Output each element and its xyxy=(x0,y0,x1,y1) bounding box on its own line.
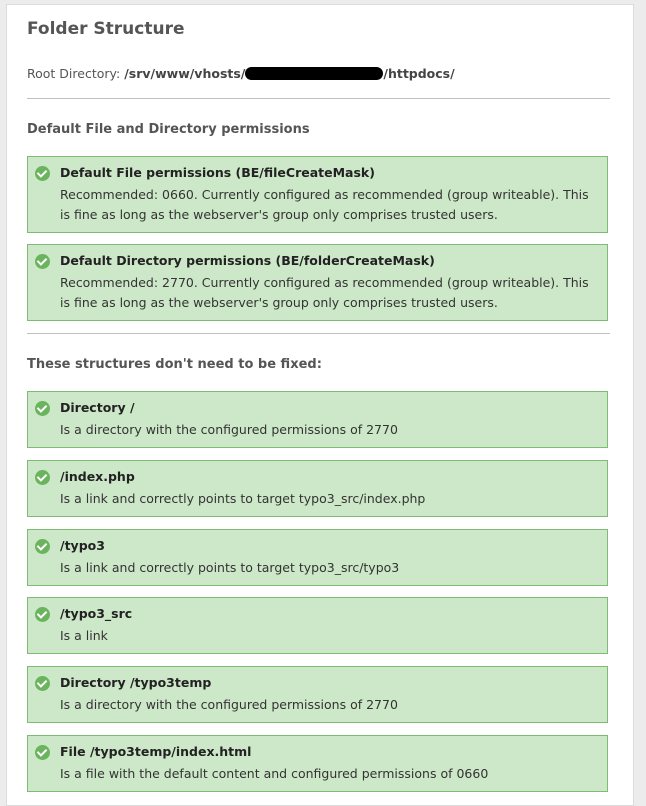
message-title: /index.php xyxy=(60,469,135,484)
status-message-structure xyxy=(27,735,608,792)
check-circle-icon xyxy=(35,676,50,691)
section-heading-fine: These structures don't need to be fixed: xyxy=(27,357,322,372)
status-message-structure xyxy=(27,597,608,654)
message-title: Directory /typo3temp xyxy=(60,675,212,690)
message-title: File /typo3temp/index.html xyxy=(60,744,252,759)
message-body: Recommended: 2770. Currently configured as recommended (group writeable). This is fine as long as the webserver's group only comprises trusted users. xyxy=(60,275,589,310)
message-title: /typo3_src xyxy=(60,606,133,621)
message-body: Is a link and correctly points to target typo3_src/index.php xyxy=(60,491,426,506)
redaction-mark xyxy=(245,67,383,80)
status-message-structure xyxy=(27,391,608,448)
check-circle-icon xyxy=(35,607,50,622)
check-circle-icon xyxy=(35,470,50,485)
message-body: Is a directory with the configured permissions of 2770 xyxy=(60,422,398,437)
message-body: Recommended: 0660. Currently configured as recommended (group writeable). This is fine as long as the webserver's group only comprises trusted users. xyxy=(60,187,589,222)
message-title: Default File permissions (BE/fileCreateMask) xyxy=(60,165,375,180)
divider xyxy=(27,333,610,334)
page-title: Folder Structure xyxy=(27,19,185,39)
root-directory xyxy=(27,66,455,81)
message-body: Is a file with the default content and configured permissions of 0660 xyxy=(60,766,489,781)
status-message-structure xyxy=(27,460,608,517)
message-title: Default Directory permissions (BE/folderCreateMask) xyxy=(60,253,435,268)
message-body: Is a link and correctly points to target typo3_src/typo3 xyxy=(60,560,400,575)
check-circle-icon xyxy=(35,254,50,269)
check-circle-icon xyxy=(35,166,50,181)
status-message-structure xyxy=(27,529,608,586)
status-message-file-permissions xyxy=(27,156,608,233)
root-directory-label: Root Directory: xyxy=(27,66,121,81)
check-circle-icon xyxy=(35,745,50,760)
message-title: /typo3 xyxy=(60,538,105,553)
root-directory-path: /srv/www/vhosts/ /httpdocs/ xyxy=(124,66,455,81)
message-body: Is a directory with the configured permissions of 2770 xyxy=(60,697,398,712)
status-message-structure xyxy=(27,666,608,723)
divider xyxy=(27,98,610,99)
message-body: Is a link xyxy=(60,628,108,643)
check-circle-icon xyxy=(35,401,50,416)
folder-structure-panel xyxy=(6,4,634,806)
message-title: Directory / xyxy=(60,400,135,415)
status-message-directory-permissions xyxy=(27,244,608,321)
check-circle-icon xyxy=(35,539,50,554)
section-heading-defaults: Default File and Directory permissions xyxy=(27,122,310,137)
